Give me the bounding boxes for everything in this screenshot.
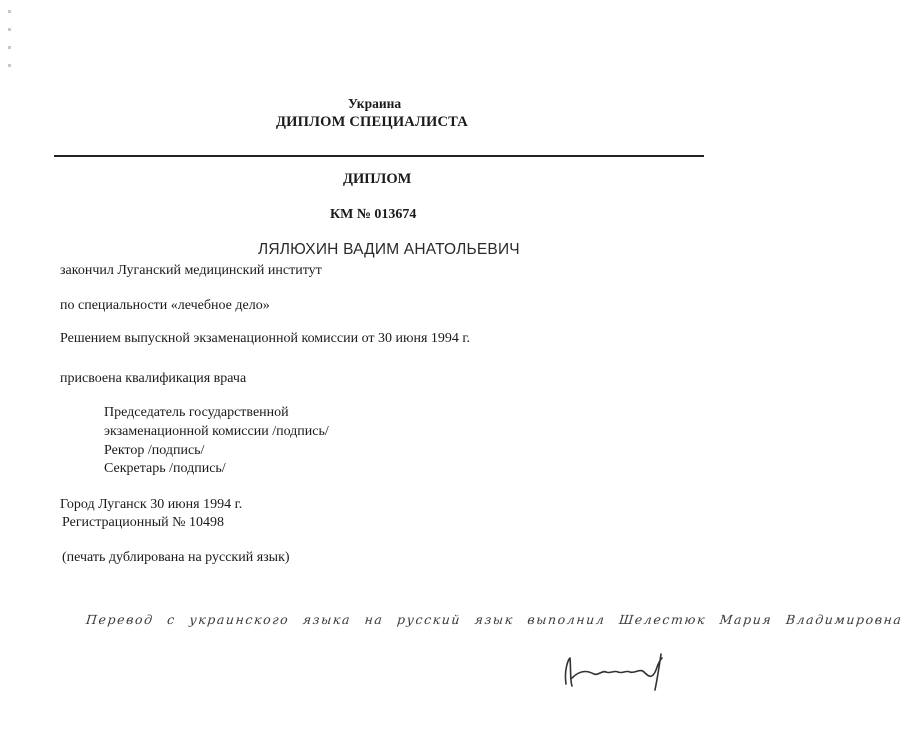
registration-number: Регистрационный № 10498 bbox=[62, 515, 224, 530]
chairman-line-2: экзаменационной комиссии /подпись/ bbox=[104, 424, 329, 439]
city-date: Город Луганск 30 июня 1994 г. bbox=[60, 497, 243, 512]
document-title: ДИПЛОМ СПЕЦИАЛИСТА bbox=[276, 114, 468, 130]
translator-note: Перевод с украинского языка на русский язык выполнил Шелестюк Мария Владимировна bbox=[85, 612, 903, 627]
scan-artifact bbox=[8, 64, 11, 67]
scan-artifact bbox=[8, 28, 11, 31]
decision-line: Решением выпускной экзаменационной комиссии от 30 июня 1994 г. bbox=[60, 331, 471, 346]
country-heading: Украина bbox=[348, 96, 402, 111]
translator-signature bbox=[560, 650, 670, 692]
scan-artifact bbox=[8, 10, 11, 13]
qualification-line: присвоена квалификация врача bbox=[60, 371, 247, 386]
diploma-heading: ДИПЛОМ bbox=[343, 171, 412, 187]
graduated-line: закончил Луганский медицинский институт bbox=[60, 263, 322, 278]
chairman-line-1: Председатель государственной bbox=[104, 405, 289, 420]
header-divider bbox=[54, 155, 704, 157]
secretary-line: Секретарь /подпись/ bbox=[104, 461, 226, 476]
rector-line: Ректор /подпись/ bbox=[104, 443, 205, 458]
diploma-number: КМ № 013674 bbox=[330, 207, 417, 222]
seal-note: (печать дублирована на русский язык) bbox=[62, 550, 290, 565]
holder-name: ЛЯЛЮХИН ВАДИМ АНАТОЛЬЕВИЧ bbox=[258, 241, 520, 258]
scan-artifact bbox=[8, 46, 11, 49]
specialty-line: по специальности «лечебное дело» bbox=[60, 298, 270, 313]
